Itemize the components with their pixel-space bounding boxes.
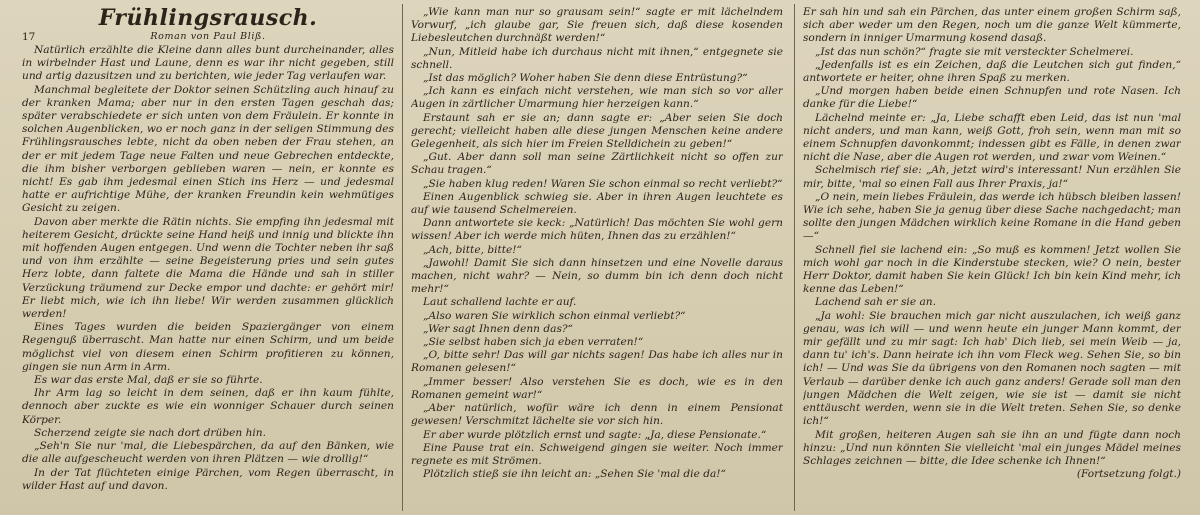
paragraph: „Also waren Sie wirklich schon einmal verliebt?“ [423, 309, 686, 322]
paragraph: Plötzlich stieß sie ihn leicht an: „Sehen Sie 'mal die da!“ [423, 468, 726, 481]
paragraph: „Seh'n Sie nur 'mal, die Liebespärchen, da auf den Bänken, wie die alle aufgescheucht werden von ihren Plätzen — wie drollig!“ [22, 440, 394, 466]
paragraph: „Sie selbst haben sich ja eben verraten!“ [423, 336, 644, 349]
continuation-note: (Fortsetzung folgt.) [1076, 468, 1181, 481]
paragraph: Ihr Arm lag so leicht in dem seinen, daß er ihn kaum fühlte, dennoch aber zuckte es wie ein wonniger Schauer durch seinen Körper. [22, 387, 394, 426]
page-number: 17 [22, 31, 36, 43]
paragraph: Laut schallend lachte er auf. [423, 296, 577, 309]
column-1 [22, 0, 394, 515]
paragraph: Es war das erste Mal, daß er sie so führte. [34, 374, 263, 387]
paragraph: „Aber natürlich, wofür wäre ich denn in einem Pensionat gewesen! Verschmitzt lächelte sie vor sich hin. [411, 402, 783, 428]
story-title: Frühlingsrausch. [98, 5, 318, 31]
paragraph: „Ist das nun schön?“ fragte sie mit versteckter Schelmerei. [815, 45, 1134, 58]
column-3 [803, 0, 1181, 515]
paragraph: Lachend sah er sie an. [815, 296, 936, 309]
paragraph: „Ja wohl: Sie brauchen mich gar nicht auszulachen, ich weiß ganz genau, was ich will — und wenn heute ein junger Mann kommt, der mir gefällt und zu mir sagt: Ich hab' Dich lieb, sei mein Weib — ja, dann tu' ich's. Dann heirate ich ihn vom Fleck weg. Sehen Sie, so bin ich! — Und was Sie da übrigens von den Romanen noch sagten — mit Verlaub — darüber denke ich auch ganz anders! Gerade soll man den jungen Mädchen die Welt zeigen, wie sie ist — damit sie nicht enttäuscht werden, wenn sie in die Welt treten. Sehen Sie, so denke ich!“ [803, 309, 1181, 428]
paragraph: „O, bitte sehr! Das will gar nichts sagen! Das habe ich alles nur in Romanen gelesen!“ [411, 349, 783, 375]
column-divider [794, 4, 795, 511]
paragraph: „Nun, Mitleid habe ich durchaus nicht mit ihnen,“ entgegnete sie schnell. [411, 45, 783, 71]
paragraph: Er aber wurde plötzlich ernst und sagte: „Ja, diese Pensionate.“ [423, 428, 767, 441]
paragraph: „Ach, bitte, bitte!“ [423, 243, 522, 256]
byline: Roman von Paul Bliß. [150, 31, 266, 42]
paragraph: Erstaunt sah er sie an; dann sagte er: „Aber seien Sie doch gerecht; vielleicht haben alle diese jungen Menschen keine andere Gelegenheit, als sich hier im Freien Stelldichein zu geben!“ [411, 111, 783, 151]
paragraph: „Ich kann es einfach nicht verstehen, wie man sich so vor aller Augen in zärtlicher Umarmung hier herzeigen kann.“ [411, 85, 783, 111]
paragraph: „Jedenfalls ist es ein Zeichen, daß die Leutchen sich gut finden,“ antwortete er heiter, ohne ihren Spaß zu merken. [803, 58, 1181, 85]
column-divider [402, 4, 403, 511]
paragraph: Mit großen, heiteren Augen sah sie ihn an und fügte dann noch hinzu: „Und nun könnten Sie vielleicht 'mal ein junges Mädel meines Schlages zeichnen — bitte, die Idee schenke ich Ihnen!“ [803, 428, 1181, 467]
paragraph: „Ist das möglich? Woher haben Sie denn diese Entrüstung?“ [423, 72, 748, 85]
paragraph: Dann antwortete sie keck: „Natürlich! Das möchten Sie wohl gern wissen! Aber ich werde mich hüten, Ihnen das zu erzählen!“ [411, 217, 783, 243]
paragraph: Davon aber merkte die Rätin nichts. Sie empfing ihn jedesmal mit heiterem Gesicht, drückte seine Hand heiß und innig und blickte ihn mit hoffenden Augen entgegen. Und wenn die Tochter neben ihr saß und von ihm erzählte — seine Begeisterung pries und sein gutes Herz lobte, dann faltete die Mama die Hände und sah in stiller Verzückung träumend zur Decke empor und dachte: er gehört mir! Er liebt mich, wie ich ihn liebe! Wir werden zusammen glücklich werden! [22, 215, 394, 321]
paragraph: Scherzend zeigte sie nach dort drüben hin. [34, 426, 266, 439]
column-2 [411, 0, 783, 515]
byline-row [22, 30, 394, 44]
paragraph: Natürlich erzählte die Kleine dann alles bunt durcheinander, alles in wirbelnder Hast und Laune, denn es war ihr nicht gegeben, still und artig dazusitzen und zu berichten, wie jeder Tag verlaufen war. [22, 44, 394, 83]
paragraph: Schnell fiel sie lachend ein: „So muß es kommen! Jetzt wollen Sie mich wohl gar noch in die Kinderstube stecken, wie? O nein, bester Herr Doktor, damit haben Sie kein Glück! Ich bin kein Kind mehr, ich kenne das Leben!“ [803, 243, 1181, 296]
paragraph: Eines Tages wurden die beiden Spaziergänger von einem Regenguß überrascht. Man hatte nur einen Schirm, und um beide möglichst viel von diesem einen Schirm profitieren zu können, gingen sie nun Arm in Arm. [22, 321, 394, 373]
paragraph: Schelmisch rief sie: „Ah, jetzt wird's interessant! Nun erzählen Sie mir, bitte, 'mal so einen Fall aus Ihrer Praxis, ja!“ [803, 164, 1181, 190]
paragraph: Er sah hin und sah ein Pärchen, das unter einem großen Schirm saß, sich aber weder um den Regen, noch um die ganze Welt kümmerte, sondern in inniger Umarmung kosend dasaß. [803, 6, 1181, 45]
paragraph: „Und morgen haben beide einen Schnupfen und rote Nasen. Ich danke für die Liebe!“ [803, 85, 1181, 111]
paragraph: „O nein, mein liebes Fräulein, das werde ich hübsch bleiben lassen! Wie ich sehe, haben Sie ja genug über diese Sache nachgedacht; man sollte den jungen Mädchen wirklich keine Romane in die Hand geben —“ [803, 190, 1181, 243]
paragraph: Manchmal begleitete der Doktor seinen Schützling auch hinauf zu der kranken Mama; aber nur in den ersten Tagen geschah das; später verabschiedete er sich unten von dem Fräulein. Er konnte in solchen Augenblicken, wo er noch ganz in der seligen Stimmung des Frühlingsrausches lebte, nicht da oben neben der Frau stehen, an der er mit jedem Tage neue Falten und neue Gebrechen entdeckte, die ihm bisher verborgen geblieben waren — nein, er konnte es nicht! Es gab ihm jedesmal einen Stich ins Herz — und jedesmal hatte er aufrichtige Mühe, der kranken Freundin kein wehmütiges Gesicht zu zeigen. [22, 83, 394, 215]
paragraph: „Jawohl! Damit Sie sich dann hinsetzen und eine Novelle daraus machen, nicht wahr? — Nein, so dumm bin ich denn doch nicht mehr!“ [411, 256, 783, 296]
paragraph: Eine Pause trat ein. Schweigend gingen sie weiter. Noch immer regnete es mit Strömen. [411, 441, 783, 467]
paragraph: In der Tat flüchteten einige Pärchen, vom Regen überrascht, in wilder Hast auf und davon. [22, 466, 394, 492]
paragraph: „Wer sagt Ihnen denn das?“ [423, 322, 573, 335]
paragraph: „Wie kann man nur so grausam sein!“ sagte er mit lächelndem Vorwurf, „ich glaube gar, Sie freuen sich, daß diese kosenden Liebesleutchen durchnäßt werden!“ [411, 6, 783, 45]
paragraph: „Immer besser! Also verstehen Sie es doch, wie es in den Romanen gemeint war!“ [411, 375, 783, 401]
paragraph: Lächelnd meinte er: „Ja, Liebe schafft eben Leid, das ist nun 'mal nicht anders, und man kann, weiß Gott, froh sein, wenn man mit so einem Schnupfen davonkommt; indessen gibt es Fälle, in denen zwar nicht die Nase, aber die Augen rot werden, und zwar vom Weinen.“ [803, 111, 1181, 164]
paragraph: „Sie haben klug reden! Waren Sie schon einmal so recht verliebt?“ [423, 177, 783, 190]
paragraph: Einen Augenblick schwieg sie. Aber in ihren Augen leuchtete es auf wie tausend Schelmereien. [411, 190, 783, 217]
paragraph: „Gut. Aber dann soll man seine Zärtlichkeit nicht so offen zur Schau tragen.“ [411, 151, 783, 177]
